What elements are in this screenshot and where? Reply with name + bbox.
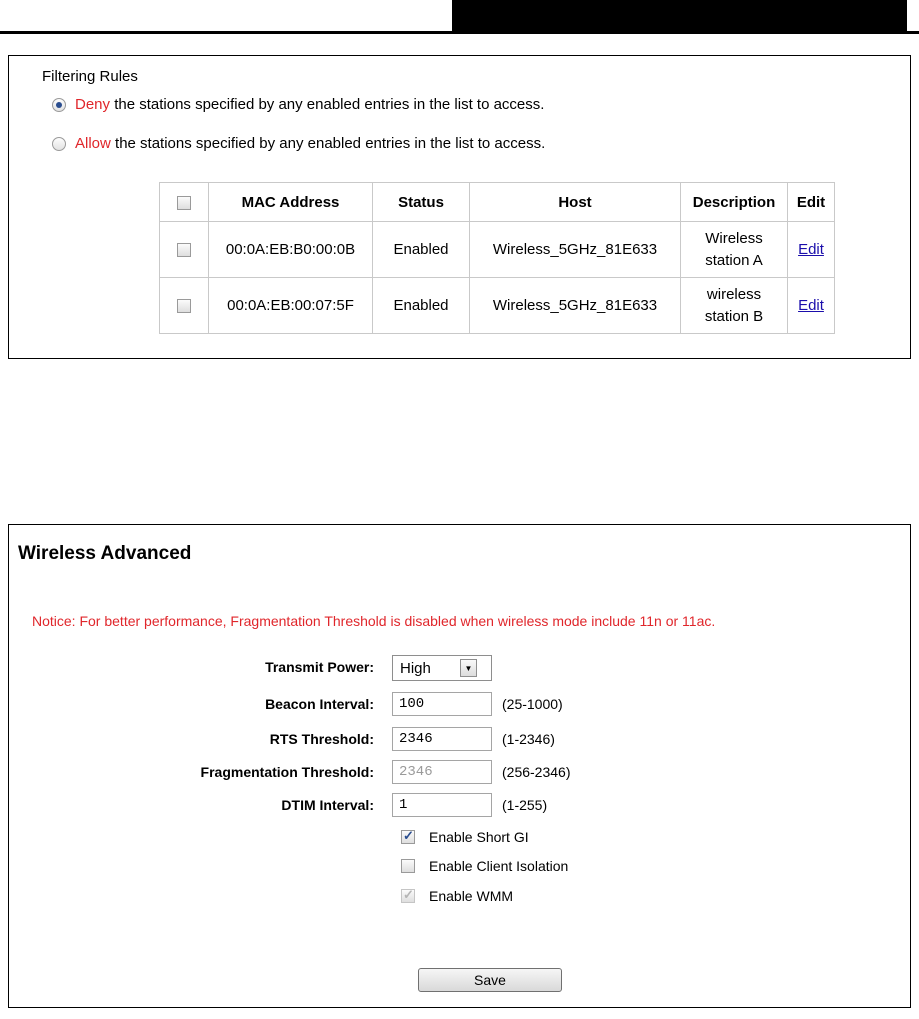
allow-keyword: Allow xyxy=(75,135,111,152)
filtering-rules-title: Filtering Rules xyxy=(42,68,138,85)
filtering-rules-panel xyxy=(8,55,911,359)
header-host: Host xyxy=(470,183,681,222)
row-checkbox[interactable] xyxy=(177,243,191,257)
row-select-cell xyxy=(160,278,209,334)
transmit-power-select[interactable] xyxy=(392,655,492,681)
description-cell xyxy=(681,278,788,334)
rts-threshold-input[interactable]: 2346 xyxy=(392,727,492,751)
edit-link[interactable]: Edit xyxy=(798,296,824,314)
header-description: Description xyxy=(681,183,788,222)
table-row xyxy=(160,222,835,278)
status-cell: Enabled xyxy=(373,278,470,334)
deny-radio[interactable] xyxy=(52,98,66,112)
check-icon: ✓ xyxy=(403,887,414,902)
header-edit: Edit xyxy=(788,183,835,222)
row-select-cell xyxy=(160,222,209,278)
fragmentation-threshold-row xyxy=(9,760,912,784)
beacon-interval-label: Beacon Interval: xyxy=(265,696,374,712)
deny-keyword: Deny xyxy=(75,96,111,113)
description-line2: station B xyxy=(704,307,764,325)
table-header-row xyxy=(160,183,835,222)
short-gi-option[interactable] xyxy=(401,829,529,845)
short-gi-checkbox[interactable] xyxy=(401,830,415,844)
status-cell: Enabled xyxy=(373,222,470,278)
rts-threshold-label: RTS Threshold: xyxy=(269,731,374,747)
rts-threshold-range: (1-2346) xyxy=(502,731,555,747)
description-cell xyxy=(681,222,788,278)
header-mac: MAC Address xyxy=(209,183,373,222)
wireless-advanced-panel xyxy=(8,524,911,1008)
mac-cell: 00:0A:EB:B0:00:0B xyxy=(209,222,373,278)
host-cell: Wireless_5GHz_81E633 xyxy=(470,278,681,334)
wmm-label: Enable WMM xyxy=(429,888,514,904)
transmit-power-row xyxy=(9,655,912,679)
select-arrow-icon[interactable]: ▼ xyxy=(460,659,477,677)
description-line1: Wireless xyxy=(705,229,763,247)
edit-cell xyxy=(788,222,835,278)
edit-link[interactable]: Edit xyxy=(798,240,824,258)
fragmentation-threshold-input: 2346 xyxy=(392,760,492,784)
header-rule xyxy=(0,31,919,34)
fragmentation-threshold-label: Fragmentation Threshold: xyxy=(200,764,374,780)
save-button[interactable]: Save xyxy=(418,968,562,992)
host-cell: Wireless_5GHz_81E633 xyxy=(470,222,681,278)
deny-rule-option[interactable] xyxy=(52,96,544,113)
mac-filter-table xyxy=(159,182,835,334)
dtim-interval-label: DTIM Interval: xyxy=(281,797,374,813)
transmit-power-label: Transmit Power: xyxy=(265,659,374,675)
allow-rule-option[interactable] xyxy=(52,135,545,152)
header-bar xyxy=(452,0,907,31)
dtim-interval-range: (1-255) xyxy=(502,797,548,813)
notice-text: Notice: For better performance, Fragmentation Threshold is disabled when wireless mode include 11n or 11ac. xyxy=(32,613,716,629)
description-line1: wireless xyxy=(706,285,762,303)
edit-cell xyxy=(788,278,835,334)
dtim-interval-row xyxy=(9,793,912,817)
allow-radio[interactable] xyxy=(52,137,66,151)
page-title: Wireless Advanced xyxy=(18,543,192,564)
beacon-interval-range: (25-1000) xyxy=(502,696,563,712)
header-status: Status xyxy=(373,183,470,222)
client-isolation-checkbox[interactable] xyxy=(401,859,415,873)
wmm-checkbox xyxy=(401,889,415,903)
beacon-interval-input[interactable]: 100 xyxy=(392,692,492,716)
mac-cell: 00:0A:EB:00:07:5F xyxy=(209,278,373,334)
row-checkbox[interactable] xyxy=(177,299,191,313)
short-gi-label: Enable Short GI xyxy=(429,829,529,845)
rts-threshold-row xyxy=(9,727,912,751)
deny-rule-text: the stations specified by any enabled entries in the list to access. xyxy=(110,96,545,113)
client-isolation-label: Enable Client Isolation xyxy=(429,858,569,874)
select-all-cell xyxy=(160,183,209,222)
wmm-option xyxy=(401,888,513,904)
description-line2: station A xyxy=(705,251,763,269)
transmit-power-value: High xyxy=(400,660,431,677)
check-icon: ✓ xyxy=(403,828,414,843)
dtim-interval-input[interactable]: 1 xyxy=(392,793,492,817)
fragmentation-threshold-range: (256-2346) xyxy=(502,764,571,780)
allow-rule-text: the stations specified by any enabled entries in the list to access. xyxy=(110,135,546,152)
client-isolation-option[interactable] xyxy=(401,858,568,874)
table-row xyxy=(160,278,835,334)
select-all-checkbox[interactable] xyxy=(177,196,191,210)
beacon-interval-row xyxy=(9,692,912,716)
